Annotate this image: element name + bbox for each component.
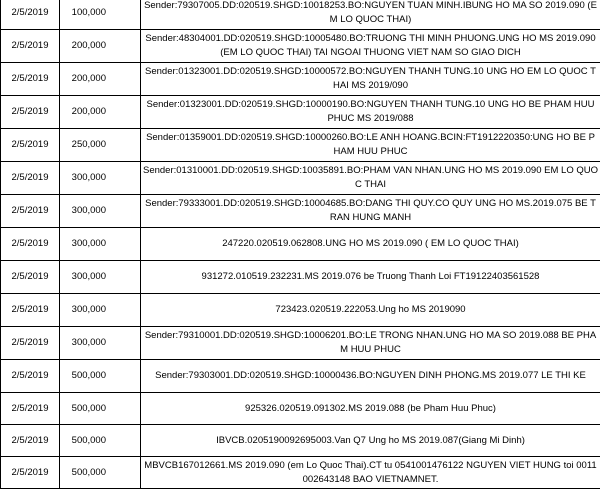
description-cell: Sender:79310001.DD:020519.SHGD:10006201.BO:LE TRONG NHAN.UNG HO MA SO 2019.088 BE PHAM HUU PHUC [141,327,600,360]
description-cell: Sender:48304001.DD:020519.SHGD:10005480.BO:TRUONG THI MINH PHUONG.UNG HO MS 2019.090 (EM LO QUOC THAI) TAI NGOAI THUONG VIET NAM SO GIAO DICH [141,30,600,63]
date-cell: 2/5/2019 [1,63,60,96]
amount-cell: 200,000 [60,63,141,96]
date-cell: 2/5/2019 [1,228,60,261]
table-row [1,96,600,129]
table-row [1,327,600,360]
description-cell: Sender:79333001.DD:020519.SHGD:10004685.BO:DANG THI QUY.CO QUY UNG HO MS.2019.075 BE TRAN HUNG MANH [141,195,600,228]
table-row [1,457,600,489]
description-cell: 931272.010519.232231.MS 2019.076 be Truong Thanh Loi FT19122403561528 [141,261,600,294]
amount-cell: 500,000 [60,360,141,393]
description-cell: Sender:79303001.DD:020519.SHGD:10000436.BO:NGUYEN DINH PHONG.MS 2019.077 LE THI KE [141,360,600,393]
description-cell: 247220.020519.062808.UNG HO MS 2019.090 ( EM LO QUOC THAI) [141,228,600,261]
date-cell: 2/5/2019 [1,0,60,30]
date-cell: 2/5/2019 [1,425,60,457]
amount-cell: 500,000 [60,457,141,489]
date-cell: 2/5/2019 [1,30,60,63]
table-row [1,228,600,261]
table-row [1,162,600,195]
description-cell: Sender:01323001.DD:020519.SHGD:10000572.BO:NGUYEN THANH TUNG.10 UNG HO EM LO QUOC THAI MS 2019/090 [141,63,600,96]
amount-cell: 200,000 [60,96,141,129]
date-cell: 2/5/2019 [1,96,60,129]
amount-cell: 300,000 [60,228,141,261]
table-row [1,294,600,327]
description-cell: Sender:01359001.DD:020519.SHGD:10000260.BO:LE ANH HOANG.BCIN:FT1912220350:UNG HO BE PHAM HUU PHUC [141,129,600,162]
amount-cell: 300,000 [60,195,141,228]
amount-cell: 300,000 [60,294,141,327]
date-cell: 2/5/2019 [1,162,60,195]
table-row [1,425,600,457]
table-row [1,261,600,294]
description-cell: IBVCB.0205190092695003.Van Q7 Ung ho MS 2019.087(Giang Mi Dinh) [141,425,600,457]
description-cell: Sender:01323001.DD:020519.SHGD:10000190.BO:NGUYEN THANH TUNG.10 UNG HO BE PHAM HUU PHUC MS 2019/088 [141,96,600,129]
table-row [1,30,600,63]
description-cell: MBVCB167012661.MS 2019.090 (em Lo Quoc Thai).CT tu 0541001476122 NGUYEN VIET HUNG toi 0011002643148 BAO VIETNAMNET. [141,457,600,489]
date-cell: 2/5/2019 [1,360,60,393]
table-row [1,63,600,96]
date-cell: 2/5/2019 [1,327,60,360]
table-row [1,195,600,228]
description-cell: 723423.020519.222053.Ung ho MS 2019090 [141,294,600,327]
date-cell: 2/5/2019 [1,393,60,425]
amount-cell: 250,000 [60,129,141,162]
table-row [1,0,600,30]
description-cell: Sender:01310001.DD:020519.SHGD:10035891.BO:PHAM VAN NHAN.UNG HO MS 2019.090 EM LO QUOC THAI [141,162,600,195]
amount-cell: 500,000 [60,425,141,457]
description-cell: 925326.020519.091302.MS 2019.088 (be Pham Huu Phuc) [141,393,600,425]
description-cell: Sender:79307005.DD:020519.SHGD:10018253.BO:NGUYEN TUAN MINH.IBUNG HO MA SO 2019.090 (EM LO QUOC THAI) [141,0,600,30]
table-row [1,129,600,162]
amount-cell: 300,000 [60,261,141,294]
amount-cell: 200,000 [60,30,141,63]
table-row [1,360,600,393]
date-cell: 2/5/2019 [1,261,60,294]
date-cell: 2/5/2019 [1,195,60,228]
amount-cell: 300,000 [60,327,141,360]
date-cell: 2/5/2019 [1,129,60,162]
amount-cell: 500,000 [60,393,141,425]
date-cell: 2/5/2019 [1,457,60,489]
amount-cell: 100,000 [60,0,141,30]
date-cell: 2/5/2019 [1,294,60,327]
amount-cell: 300,000 [60,162,141,195]
table-row [1,393,600,425]
